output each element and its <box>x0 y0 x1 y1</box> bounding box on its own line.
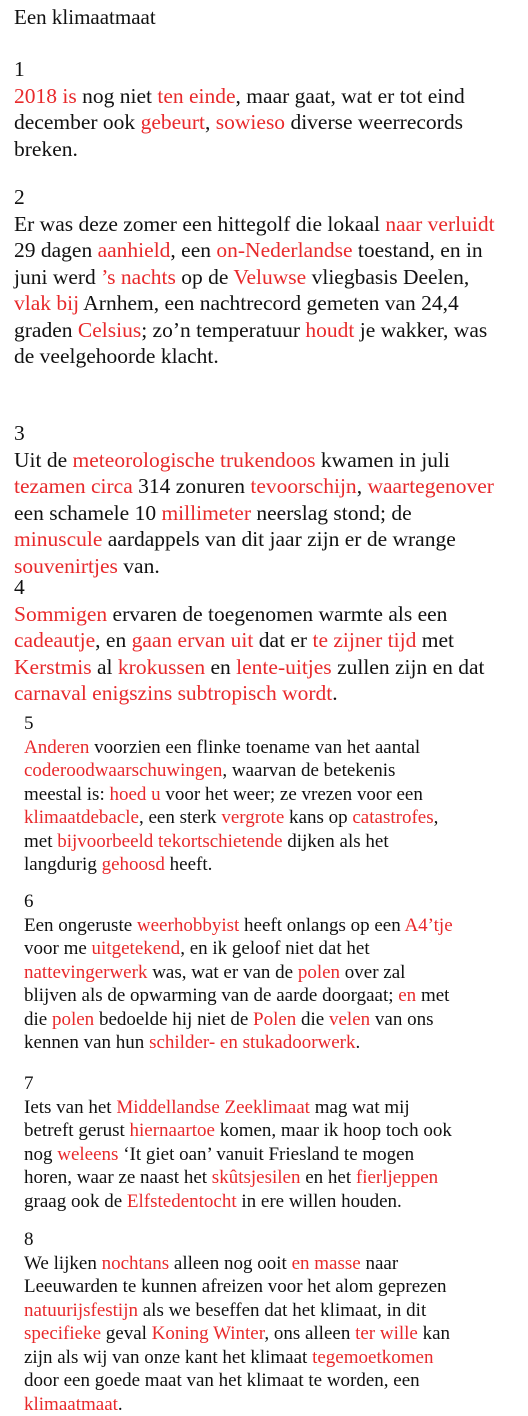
highlighted-phrase: houdt <box>305 317 355 342</box>
text-segment: die <box>24 1008 52 1030</box>
highlighted-phrase: specifieke <box>24 1323 102 1344</box>
text-line <box>14 526 522 553</box>
text-segment: een schamele 10 <box>14 500 162 525</box>
text-segment: toestand, en in <box>352 238 483 262</box>
text-segment: nog niet <box>76 83 158 108</box>
text-segment: , en ik geloof niet dat het <box>180 938 370 959</box>
paragraph-text <box>24 1252 524 1416</box>
text-line <box>24 1393 524 1416</box>
text-segment: de veelgehoorde klacht. <box>14 344 219 368</box>
highlighted-phrase: skûtsjesilen <box>211 1167 301 1188</box>
highlighted-phrase: te zijner tijd <box>312 628 417 652</box>
text-segment: We lijken <box>24 1252 102 1274</box>
highlighted-phrase: Koning Winter <box>151 1323 265 1344</box>
text-segment: , en <box>95 628 132 652</box>
highlighted-phrase: minuscule <box>14 527 103 551</box>
highlighted-phrase: Middellandse Zeeklimaat <box>116 1096 310 1118</box>
text-segment: was, wat er van de <box>147 961 298 983</box>
document-title: Een klimaatmaat <box>14 5 156 29</box>
text-segment: ervaren de toegenomen warmte als een <box>107 601 448 626</box>
text-line <box>24 1252 524 1276</box>
text-segment: 29 dagen <box>14 238 98 262</box>
paragraph-text <box>24 1096 524 1214</box>
text-segment: , maar gaat, wat er tot eind <box>235 83 465 108</box>
text-segment: Arnhem, een nachtrecord gemeten van 24,4 <box>79 291 459 315</box>
text-segment: . <box>117 1393 123 1415</box>
highlighted-phrase: coderoodwaarschuwingen <box>24 760 223 781</box>
highlighted-phrase: naar verluidt <box>385 211 495 236</box>
paragraph-number: 6 <box>24 891 34 912</box>
highlighted-phrase: ter wille <box>355 1323 418 1344</box>
highlighted-phrase: catastrofes <box>352 807 434 828</box>
text-segment: , waarvan de betekenis <box>222 760 396 781</box>
text-line <box>24 783 524 807</box>
highlighted-phrase: lente-uitjes <box>236 654 332 679</box>
text-line <box>14 109 522 136</box>
highlighted-phrase: waartegenover <box>367 474 494 498</box>
text-segment: , ons alleen <box>264 1323 356 1344</box>
paragraph-text <box>14 447 522 580</box>
text-segment: betreft gerust <box>24 1120 130 1141</box>
paragraph-5 <box>24 712 524 877</box>
paragraph-number: 4 <box>14 575 25 599</box>
highlighted-phrase: aanhield <box>97 238 171 262</box>
text-segment: en het <box>300 1167 356 1188</box>
paragraph-number: 2 <box>14 185 25 209</box>
highlighted-phrase: krokussen <box>117 654 206 679</box>
paragraph-number: 1 <box>14 57 25 81</box>
text-segment: kans op <box>284 807 353 828</box>
paragraph-7 <box>24 1072 524 1213</box>
text-line <box>24 1143 524 1167</box>
text-line <box>14 680 522 707</box>
text-segment: ; zo’n temperatuur <box>141 317 306 342</box>
text-segment: Er was deze zomer een hittegolf die lokaal <box>14 211 386 236</box>
paragraph-3 <box>14 420 522 579</box>
text-line <box>14 264 522 291</box>
highlighted-phrase: fierljeppen <box>355 1167 439 1188</box>
text-segment: zijn als wij van onze kant het klimaat <box>24 1346 313 1368</box>
paragraph-text <box>14 83 522 163</box>
text-segment: naar <box>360 1252 399 1274</box>
text-segment: kennen van hun <box>24 1032 150 1053</box>
text-line <box>24 937 524 961</box>
text-segment: blijven als de opwarming van de aarde doorgaat; <box>24 985 399 1006</box>
text-segment: Leeuwarden te kunnen afreizen voor het alom geprezen <box>24 1276 447 1297</box>
highlighted-phrase: klimaatdebacle <box>24 807 139 828</box>
text-segment: als we beseffen dat het klimaat, in dit <box>137 1299 427 1321</box>
text-segment: aardappels van dit jaar zijn er de wrange <box>102 527 456 551</box>
highlighted-phrase: Celsius <box>77 317 142 342</box>
text-line <box>14 654 522 681</box>
text-segment: 314 zonuren <box>132 474 251 498</box>
text-line <box>14 211 522 238</box>
text-segment: . <box>332 681 338 705</box>
text-line <box>24 806 524 830</box>
highlighted-phrase: souvenirtjes <box>14 553 118 578</box>
highlighted-phrase: carnaval enigszins subtropisch wordt <box>14 681 333 705</box>
text-segment: al <box>91 654 118 679</box>
text-segment: graag ook de <box>24 1190 127 1212</box>
highlighted-phrase: bijvoorbeeld tekortschietende <box>57 830 283 852</box>
text-line <box>14 83 522 110</box>
text-segment: , <box>433 807 439 828</box>
text-segment: kwamen in juli <box>315 447 450 472</box>
text-line <box>24 1008 524 1032</box>
text-line <box>24 984 524 1008</box>
highlighted-phrase: Kerstmis <box>14 654 92 679</box>
highlighted-phrase: cadeautje <box>14 628 96 652</box>
paragraph-6 <box>24 890 524 1055</box>
highlighted-phrase: en <box>398 985 417 1006</box>
text-segment: en <box>205 654 237 679</box>
text-segment: , een sterk <box>139 807 222 828</box>
highlighted-phrase: nochtans <box>101 1252 170 1274</box>
text-segment: voor me <box>24 938 92 959</box>
text-line <box>24 1299 524 1323</box>
paragraph-text <box>24 914 524 1055</box>
text-line <box>24 1275 524 1299</box>
text-segment: komen, maar ik hoop toch ook <box>214 1120 452 1141</box>
highlighted-phrase: nattevingerwerk <box>24 961 148 983</box>
paragraph-number: 7 <box>24 1073 34 1094</box>
text-line <box>24 830 524 854</box>
highlighted-phrase: ’s nachts <box>101 264 176 289</box>
highlighted-phrase: millimeter <box>161 500 252 525</box>
paragraph-2 <box>14 184 522 370</box>
text-line <box>24 759 524 783</box>
text-segment: ‘It giet oan’ vanuit Friesland te mogen <box>118 1143 415 1165</box>
text-segment: zullen zijn en dat <box>331 654 485 679</box>
highlighted-phrase: uitgetekend <box>91 938 181 959</box>
text-line <box>24 961 524 985</box>
text-line <box>14 317 522 344</box>
highlighted-phrase: 2018 is <box>14 83 77 108</box>
paragraph-text <box>24 736 524 877</box>
highlighted-phrase: Sommigen <box>14 601 108 626</box>
text-line <box>14 343 522 370</box>
highlighted-phrase: Anderen <box>24 736 90 758</box>
text-segment: heeft onlangs op een <box>239 914 405 936</box>
text-segment: . <box>355 1032 361 1053</box>
highlighted-phrase: ten einde <box>157 83 236 108</box>
highlighted-phrase: polen <box>297 961 341 983</box>
paragraph-number: 8 <box>24 1229 34 1250</box>
text-line <box>24 1119 524 1143</box>
text-segment: bedoelde hij niet de <box>94 1008 253 1030</box>
text-segment: nog <box>24 1143 58 1165</box>
text-segment: je wakker, was <box>354 317 488 342</box>
text-segment: langdurig <box>24 854 102 875</box>
paragraph-8 <box>24 1228 524 1416</box>
text-segment: meestal is: <box>24 783 110 805</box>
text-segment: alleen nog ooit <box>169 1252 292 1274</box>
highlighted-phrase: weleens <box>57 1143 119 1165</box>
text-segment: , een <box>170 238 217 262</box>
text-line <box>14 237 522 264</box>
highlighted-phrase: Elfstedentocht <box>126 1190 237 1212</box>
text-segment: Een ongeruste <box>24 914 137 936</box>
highlighted-phrase: meteorologische trukendoos <box>72 447 316 472</box>
text-segment: met <box>24 830 58 852</box>
text-line <box>24 1190 524 1214</box>
text-line <box>24 1031 524 1055</box>
text-segment: , <box>356 474 368 498</box>
text-segment: die <box>296 1008 329 1030</box>
text-segment: diverse weerrecords <box>285 110 463 134</box>
text-segment: in ere willen houden. <box>236 1190 402 1212</box>
text-line <box>14 473 522 500</box>
highlighted-phrase: A4’tje <box>404 914 453 936</box>
paragraph-text <box>14 211 522 370</box>
text-line <box>14 136 522 163</box>
highlighted-phrase: gehoosd <box>101 854 165 875</box>
text-segment: Uit de <box>14 447 73 472</box>
text-segment: voorzien een flinke toename van het aantal <box>89 736 421 758</box>
text-line <box>14 290 522 317</box>
highlighted-phrase: tevoorschijn <box>250 474 357 498</box>
text-line <box>24 1096 524 1120</box>
text-line <box>24 736 524 760</box>
highlighted-phrase: velen <box>329 1008 371 1030</box>
highlighted-phrase: hoed u <box>109 783 161 805</box>
text-segment: met <box>416 628 454 652</box>
text-line <box>14 627 522 654</box>
text-segment: dijken als het <box>282 830 389 852</box>
text-segment: graden <box>14 317 78 342</box>
text-segment: december ook <box>14 110 141 134</box>
text-segment: vliegbasis Deelen, <box>306 264 470 289</box>
text-segment: op de <box>175 264 234 289</box>
text-segment: over zal <box>340 961 406 983</box>
text-segment: geval <box>101 1323 152 1344</box>
highlighted-phrase: sowieso <box>215 110 286 134</box>
highlighted-phrase: tezamen circa <box>14 474 133 498</box>
highlighted-phrase: natuurijsfestijn <box>24 1299 138 1321</box>
text-line <box>14 447 522 474</box>
highlighted-phrase: weerhobbyist <box>136 914 240 936</box>
highlighted-phrase: polen <box>51 1008 95 1030</box>
paragraph-number: 3 <box>14 421 25 445</box>
text-line <box>24 853 524 877</box>
highlighted-phrase: klimaatmaat <box>24 1393 118 1415</box>
text-line <box>14 500 522 527</box>
highlighted-phrase: Veluwse <box>233 264 307 289</box>
text-line <box>24 1166 524 1190</box>
highlighted-phrase: vlak bij <box>14 291 80 315</box>
highlighted-phrase: vergrote <box>221 807 285 828</box>
highlighted-phrase: gebeurt <box>140 110 206 134</box>
text-segment: juni werd <box>14 264 102 289</box>
highlighted-phrase: gaan ervan uit <box>131 628 254 652</box>
text-segment: , <box>205 110 216 134</box>
text-segment: Iets van het <box>24 1096 117 1118</box>
text-line <box>24 1322 524 1346</box>
text-segment: kan <box>417 1323 451 1344</box>
highlighted-phrase: en masse <box>291 1252 361 1274</box>
text-segment: mag wat mij <box>309 1096 410 1118</box>
text-line <box>24 914 524 938</box>
text-segment: breken. <box>14 136 78 161</box>
text-line <box>24 1346 524 1370</box>
text-segment: van. <box>117 553 160 578</box>
highlighted-phrase: Polen <box>253 1008 297 1030</box>
paragraph-text <box>14 601 522 707</box>
paragraph-1 <box>14 56 522 162</box>
text-segment: door een goede maat van het klimaat te worden, een <box>24 1370 420 1391</box>
text-segment: dat er <box>253 628 313 652</box>
text-segment: van ons <box>370 1008 434 1030</box>
text-segment: neerslag stond; de <box>251 500 412 525</box>
text-segment: voor het weer; ze vrezen voor een <box>160 783 423 805</box>
text-line <box>14 601 522 628</box>
paragraph-number: 5 <box>24 713 34 734</box>
highlighted-phrase: on-Nederlandse <box>216 238 353 262</box>
text-segment: heeft. <box>164 854 213 875</box>
paragraph-4 <box>14 574 522 707</box>
text-segment: met <box>416 985 450 1006</box>
text-line <box>24 1369 524 1393</box>
text-segment: horen, waar ze naast het <box>24 1167 212 1188</box>
highlighted-phrase: hiernaartoe <box>129 1120 215 1141</box>
highlighted-phrase: schilder- en stukadoorwerk <box>149 1032 356 1053</box>
highlighted-phrase: tegemoetkomen <box>312 1346 434 1368</box>
